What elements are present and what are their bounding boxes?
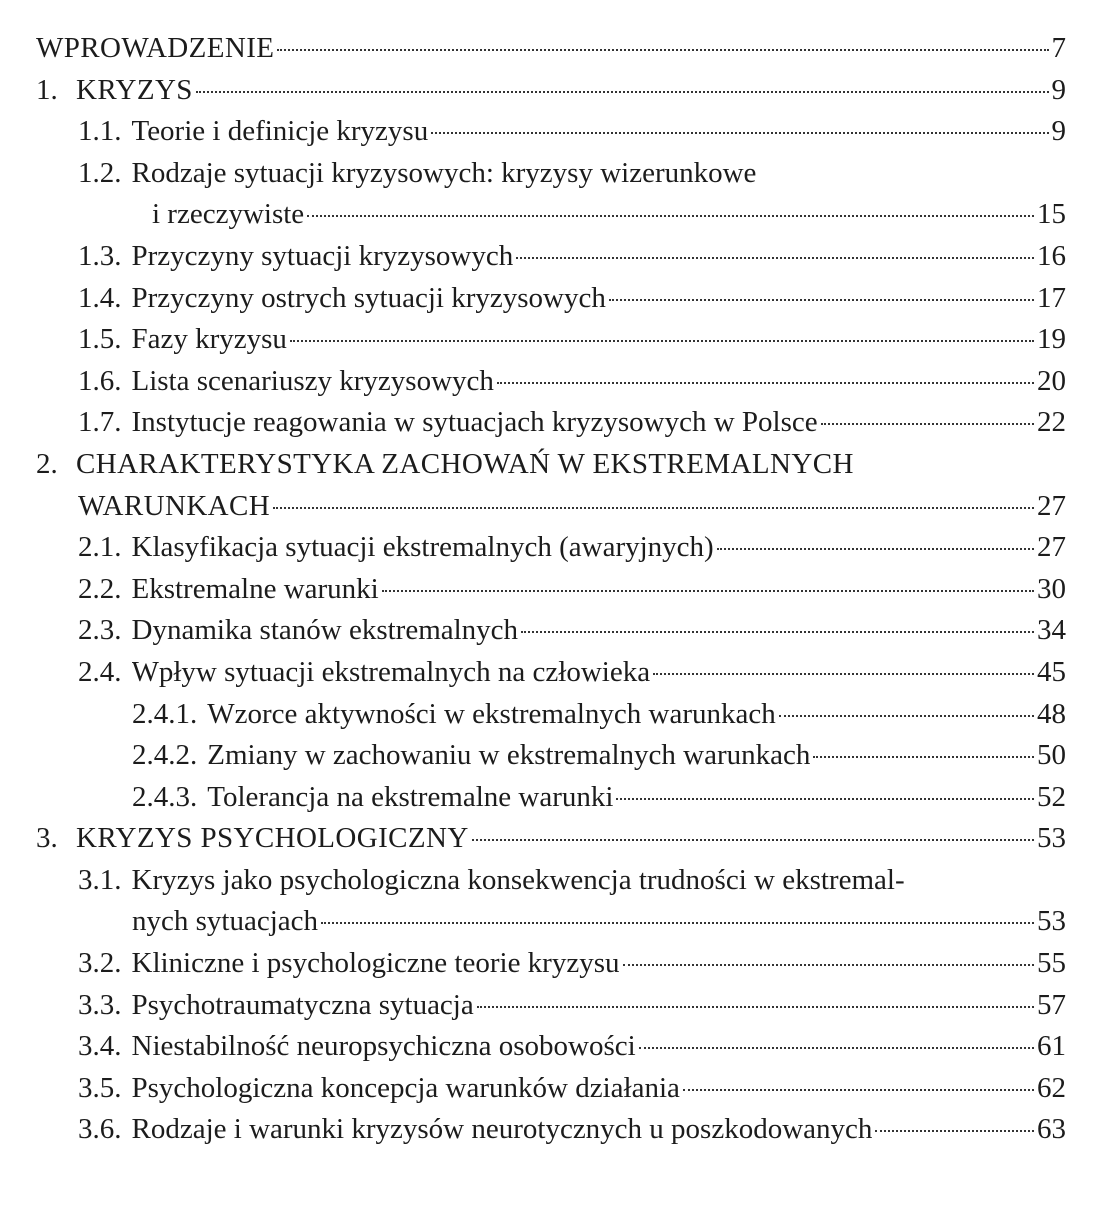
toc-entry-title: Przyczyny sytuacji kryzysowych	[131, 239, 514, 272]
toc-entry-3-1	[36, 860, 1066, 902]
table-of-contents	[36, 28, 1066, 1151]
toc-entry-page: 62	[1037, 1071, 1066, 1104]
toc-entry-page: 9	[1051, 73, 1066, 106]
dot-leader	[307, 215, 1034, 217]
toc-entry-number: 3.3.	[78, 988, 122, 1021]
dot-leader	[277, 49, 1048, 51]
toc-entry-number: 1.1.	[78, 115, 122, 148]
toc-entry-number: 2.	[36, 447, 58, 480]
toc-entry-1-2	[36, 153, 1066, 195]
dot-leader	[821, 423, 1034, 425]
toc-entry-wprowadzenie	[36, 28, 1066, 70]
toc-entry-title: Psychotraumatyczna sytuacja	[131, 988, 474, 1021]
dot-leader	[290, 340, 1034, 342]
toc-entry-chapter-2	[36, 444, 1066, 486]
toc-entry-page: 17	[1037, 281, 1066, 314]
toc-entry-2-4-3	[36, 777, 1066, 819]
toc-entry-page: 7	[1051, 32, 1066, 64]
toc-entry-page: 55	[1037, 947, 1066, 980]
toc-entry-title: Zmiany w zachowaniu w ekstremalnych warunkach	[207, 739, 811, 772]
toc-entry-page: 9	[1051, 115, 1066, 148]
toc-entry-number: 2.4.	[78, 655, 122, 688]
toc-entry-page: 19	[1037, 323, 1066, 356]
toc-entry-number: 1.5.	[78, 323, 122, 356]
dot-leader	[683, 1089, 1034, 1091]
toc-entry-3-6	[36, 1109, 1066, 1151]
toc-entry-page: 34	[1037, 614, 1066, 647]
toc-entry-number: 3.1.	[78, 863, 122, 896]
dot-leader	[497, 382, 1034, 384]
dot-leader	[875, 1130, 1034, 1132]
toc-entry-2-3	[36, 610, 1066, 652]
toc-entry-3-2	[36, 943, 1066, 985]
toc-entry-title: Kliniczne i psychologiczne teorie kryzysu	[131, 947, 620, 980]
toc-entry-number: 1.7.	[78, 406, 122, 439]
toc-entry-page: 50	[1037, 739, 1066, 772]
toc-entry-title: Psychologiczna koncepcja warunków działania	[131, 1071, 680, 1104]
toc-entry-title: Wpływ sytuacji ekstremalnych na człowieka	[131, 655, 651, 688]
toc-entry-3-4	[36, 1026, 1066, 1068]
toc-entry-page: 53	[1037, 905, 1066, 938]
toc-entry-page: 16	[1037, 239, 1066, 272]
toc-entry-title: Klasyfikacja sytuacji ekstremalnych (awaryjnych)	[131, 531, 714, 564]
toc-entry-title-continued: i rzeczywiste	[152, 198, 305, 231]
toc-entry-page: 57	[1037, 988, 1066, 1021]
toc-entry-2-1	[36, 527, 1066, 569]
toc-entry-title: Rodzaje i warunki kryzysów neurotycznych u poszkodowanych	[131, 1113, 873, 1146]
toc-entry-page: 45	[1037, 655, 1066, 688]
toc-entry-title-continued: WARUNKACH	[78, 489, 271, 522]
dot-leader	[813, 756, 1034, 758]
toc-entry-page: 52	[1037, 780, 1066, 813]
dot-leader	[516, 257, 1034, 259]
toc-entry-title: Dynamika stanów ekstremalnych	[131, 614, 519, 647]
toc-entry-number: 1.	[36, 73, 58, 106]
toc-entry-title: Przyczyny ostrych sytuacji kryzysowych	[131, 281, 606, 314]
toc-entry-chapter-3	[36, 818, 1066, 860]
toc-entry-3-1-continuation	[36, 901, 1066, 943]
toc-entry-page: 22	[1037, 406, 1066, 439]
toc-entry-page: 63	[1037, 1113, 1066, 1146]
toc-entry-2-4-1	[36, 694, 1066, 736]
toc-entry-1-2-continuation	[36, 194, 1066, 236]
toc-entry-page: 48	[1037, 697, 1066, 730]
dot-leader	[616, 798, 1034, 800]
toc-entry-1-1	[36, 111, 1066, 153]
dot-leader	[653, 673, 1034, 675]
toc-entry-title: KRYZYS PSYCHOLOGICZNY	[76, 822, 469, 855]
dot-leader	[382, 590, 1034, 592]
toc-entry-title: Teorie i definicje kryzysu	[131, 115, 429, 148]
dot-leader	[431, 132, 1048, 134]
toc-entry-number: 2.1.	[78, 531, 122, 564]
toc-entry-number: 3.6.	[78, 1113, 122, 1146]
dot-leader	[477, 1006, 1034, 1008]
toc-entry-title-continued: nych sytuacjach	[132, 905, 319, 938]
dot-leader	[321, 922, 1034, 924]
toc-entry-2-2	[36, 569, 1066, 611]
toc-entry-number: 3.	[36, 822, 58, 855]
toc-entry-3-5	[36, 1068, 1066, 1110]
toc-entry-number: 2.4.2.	[132, 739, 198, 772]
toc-entry-page: 30	[1037, 572, 1066, 605]
dot-leader	[273, 507, 1034, 509]
toc-entry-chapter-2-continuation	[36, 486, 1066, 528]
toc-entry-number: 1.2.	[78, 156, 122, 189]
toc-entry-number: 1.3.	[78, 239, 122, 272]
toc-entry-page: 53	[1037, 822, 1066, 855]
toc-entry-number: 3.2.	[78, 947, 122, 980]
toc-entry-title: Niestabilność neuropsychiczna osobowości	[131, 1030, 636, 1063]
toc-entry-title: WPROWADZENIE	[36, 32, 275, 64]
toc-entry-title: Kryzys jako psychologiczna konsekwencja trudności w ekstremal-	[131, 863, 905, 896]
toc-entry-chapter-1	[36, 70, 1066, 112]
toc-entry-number: 2.4.1.	[132, 697, 198, 730]
dot-leader	[196, 91, 1049, 93]
toc-entry-title: Rodzaje sytuacji kryzysowych: kryzysy wizerunkowe	[131, 156, 757, 189]
toc-entry-1-7	[36, 402, 1066, 444]
toc-entry-1-3	[36, 236, 1066, 278]
toc-entry-2-4-2	[36, 735, 1066, 777]
toc-entry-title: CHARAKTERYSTYKA ZACHOWAŃ W EKSTREMALNYCH	[76, 447, 854, 480]
dot-leader	[521, 631, 1034, 633]
toc-entry-2-4	[36, 652, 1066, 694]
toc-entry-title: Wzorce aktywności w ekstremalnych warunkach	[207, 697, 776, 730]
toc-entry-page: 27	[1037, 489, 1066, 522]
dot-leader	[609, 299, 1034, 301]
toc-entry-1-4	[36, 278, 1066, 320]
toc-entry-number: 3.5.	[78, 1071, 122, 1104]
toc-entry-title: Ekstremalne warunki	[131, 572, 379, 605]
toc-entry-1-5	[36, 319, 1066, 361]
toc-entry-3-3	[36, 985, 1066, 1027]
toc-entry-number: 2.4.3.	[132, 780, 198, 813]
toc-entry-title: Fazy kryzysu	[131, 323, 287, 356]
dot-leader	[779, 715, 1034, 717]
toc-entry-title: KRYZYS	[76, 73, 193, 106]
toc-entry-title: Instytucje reagowania w sytuacjach kryzysowych w Polsce	[131, 406, 818, 439]
toc-entry-title: Lista scenariuszy kryzysowych	[131, 364, 494, 397]
toc-entry-number: 2.2.	[78, 572, 122, 605]
toc-entry-number: 3.4.	[78, 1030, 122, 1063]
toc-entry-page: 15	[1037, 198, 1066, 231]
toc-entry-1-6	[36, 361, 1066, 403]
toc-entry-number: 2.3.	[78, 614, 122, 647]
dot-leader	[717, 548, 1034, 550]
toc-entry-number: 1.6.	[78, 364, 122, 397]
toc-entry-page: 27	[1037, 531, 1066, 564]
toc-entry-number: 1.4.	[78, 281, 122, 314]
toc-entry-title: Tolerancja na ekstremalne warunki	[207, 780, 614, 813]
dot-leader	[472, 839, 1034, 841]
dot-leader	[623, 964, 1034, 966]
dot-leader	[639, 1047, 1034, 1049]
toc-entry-page: 61	[1037, 1030, 1066, 1063]
toc-entry-page: 20	[1037, 364, 1066, 397]
